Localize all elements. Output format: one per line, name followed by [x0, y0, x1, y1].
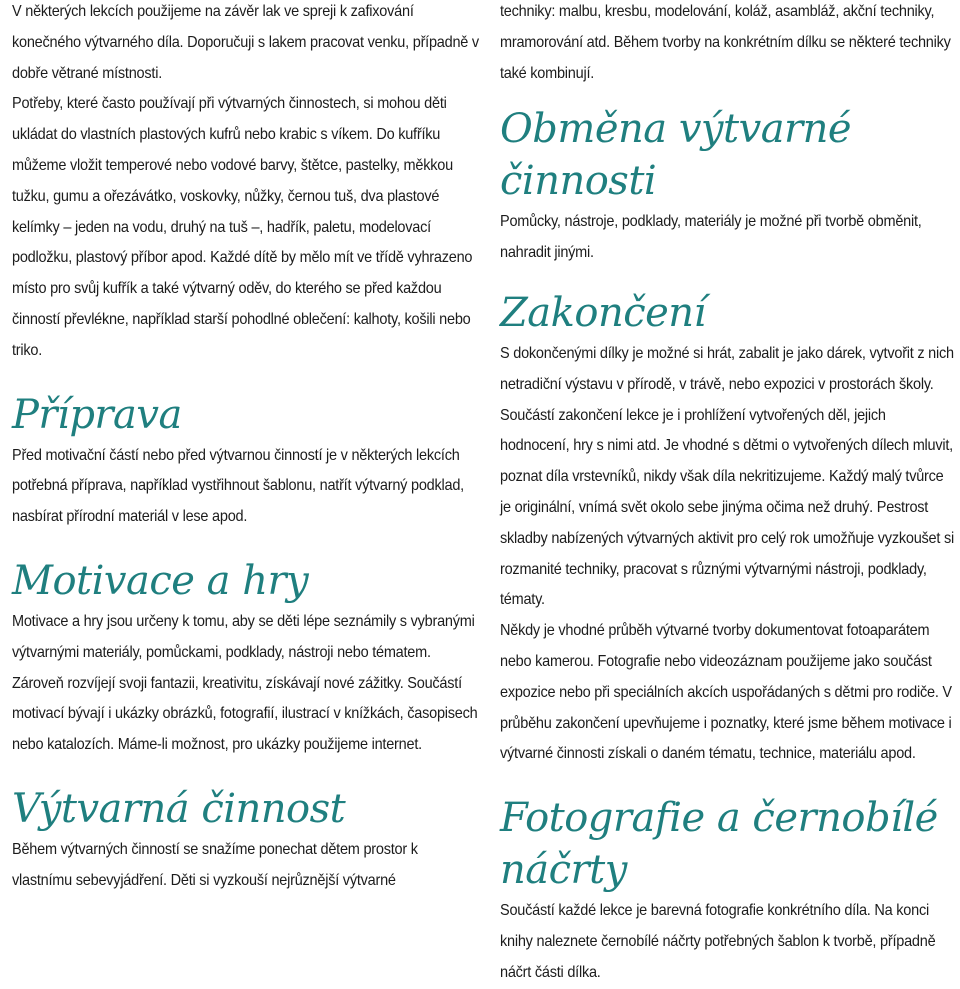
- heading-fotografie: Fotografie a černobílé náčrty: [500, 795, 938, 894]
- zakonceni-paragraph-2: Někdy je vhodné průběh výtvarné tvorby dokumentovat fotoaparátem nebo kamerou. Fotografie nebo videozáznam použijeme jako součást expozice nebo při speciálních akcích uspořádaných s dětmi pro rodiče. V průběhu zakončení upevňujeme i poznatky, které jsme během motivace i výtvarné činnosti získali o daném tématu, technice, materiálu apod.: [500, 622, 952, 763]
- heading-motivace: Motivace a hry: [12, 557, 309, 604]
- motivace-paragraph: Motivace a hry jsou určeny k tomu, aby se děti lépe seznámily s vybranými výtvarnými materiály, pomůckami, podklady, nástroji nebo tématem. Zároveň rozvíjejí svoji fantazii, kreativitu, získávají nové zážitky. Součástí motivací bývají i ukázky obrázků, fotografií, ilustrací v knížkách, časopisech nebo katalozích. Máme-li možnost, pro ukázky použijeme internet.: [12, 612, 478, 754]
- vytvarna-paragraph: Během výtvarných činností se snažíme ponechat dětem prostor k vlastnímu sebevyjádření. Děti si vyzkouší nejrůznější výtvarné: [12, 840, 418, 889]
- heading-vytvarna-cinnost: Výtvarná činnost: [12, 785, 346, 832]
- heading-zakonceni: Zakončení: [500, 289, 706, 336]
- fotografie-paragraph: Součástí každé lekce je barevná fotografie konkrétního díla. Na konci knihy naleznete černobílé náčrty potřebných šablon k tvorbě, případně náčrt části dílka.: [500, 902, 936, 981]
- zakonceni-paragraph-1: S dokončenými dílky je možné si hrát, zabalit je jako dárek, vytvořit z nich netradiční výstavu v přírodě, v trávě, nebo expozici v prostorách školy. Součástí zakončení lekce je i prohlížení vytvořených děl, jejich hodnocení, hry s nimi atd. Je vhodné s dětmi o vytvořených dílech mluvit, poznat díla vrstevníků, nikdy však díla nekritizujeme. Každý malý tvůrce je originální, vnímá svět okolo sebe jinýma očima než druhý. Pestrost skladby nabízených výtvarných aktivit pro celý rok umožňuje vyzkoušet si rozmanité techniky, pracovat s různými výtvarnými nástroji, podklady, tématy.: [500, 344, 954, 609]
- intro-paragraph-supplies: Potřeby, které často používají při výtvarných činnostech, si mohou děti ukládat do vlastních plastových kufrů nebo krabic s víkem. Do kufříku můžeme vložit temperové nebo vodové barvy, štětce, pastelky, měkkou tužku, gumu a ořezávátko, voskovky, nůžky, černou tuš, dva plastové kelímky ‒ jeden na vodu, druhý na tuš ‒, hadřík, paletu, modelovací podložku, plastový příbor apod. Každé dítě by mělo mít ve třídě vyhrazeno místo pro svůj kufřík a také výtvarný oděv, do kterého se před každou činností převlékne, například starší pohodlné oblečení: kalhoty, košili nebo triko.: [12, 95, 473, 359]
- techniques-paragraph: techniky: malbu, kresbu, modelování, koláž, asambláž, akční techniky, mramorování atd. Během tvorby na konkrétním dílku se některé techniky také kombinují.: [500, 3, 951, 82]
- heading-priprava: Příprava: [12, 391, 182, 438]
- heading-obmena: Obměna výtvarné činnosti: [500, 106, 852, 205]
- right-column: [500, 0, 952, 989]
- left-column: [12, 0, 478, 897]
- intro-paragraph-lacquer: V některých lekcích použijeme na závěr lak ve spreji k zafixování konečného výtvarného díla. Doporučuji s lakem pracovat venku, případně v dobře větrané místnosti.: [12, 3, 479, 82]
- obmena-paragraph: Pomůcky, nástroje, podklady, materiály je možné při tvorbě obměnit, nahradit jinými.: [500, 213, 922, 262]
- priprava-paragraph: Před motivační částí nebo před výtvarnou činností je v některých lekcích potřebná příprava, například vystřihnout šablonu, natřít výtvarný podklad, nasbírat přírodní materiál v lese apod.: [12, 446, 464, 526]
